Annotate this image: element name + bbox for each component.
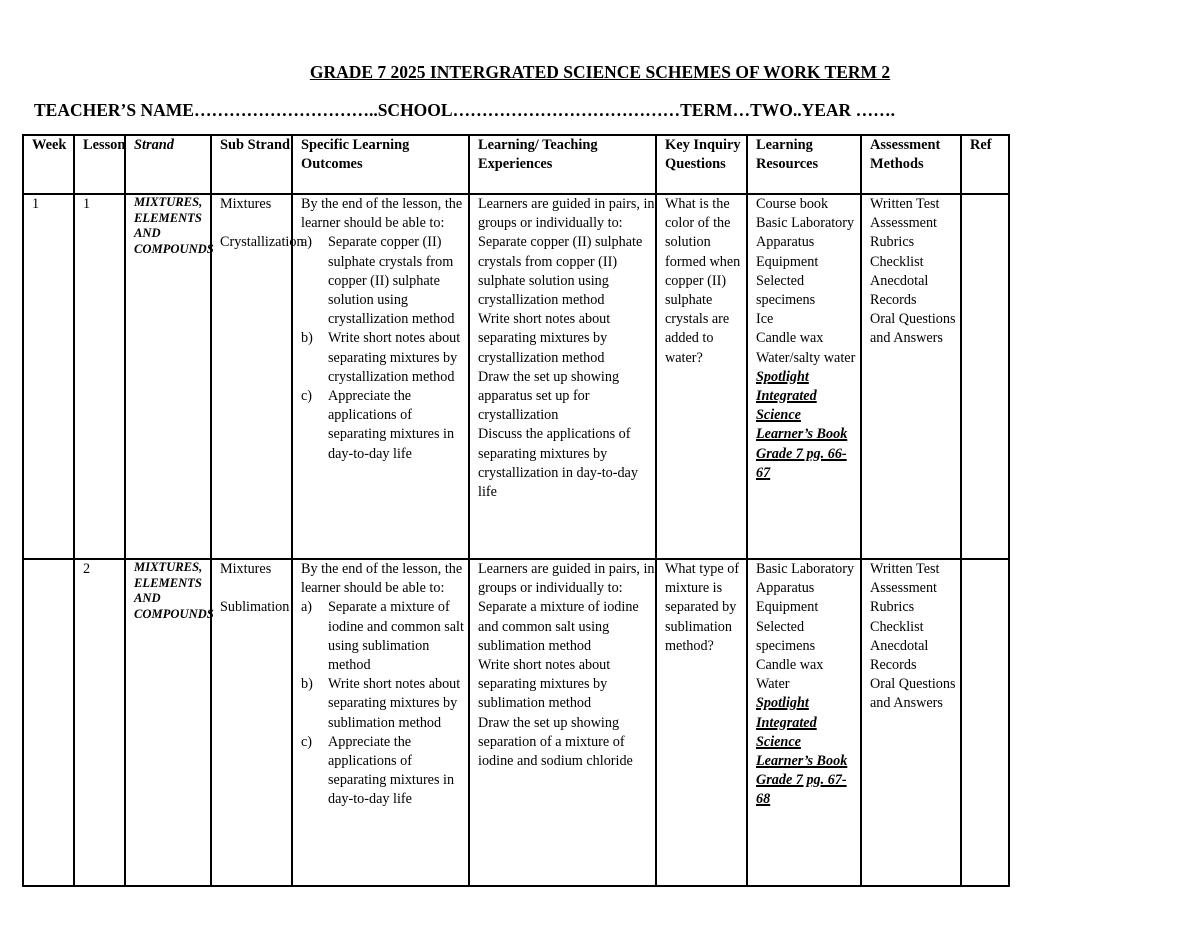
experience-line: Learners are guided in pairs, in groups or individually to:	[478, 196, 655, 232]
outcomes-list	[301, 233, 468, 463]
assessment-item: Assessment Rubrics	[870, 580, 937, 616]
ref-cell	[961, 559, 1009, 886]
outcome-text: Separate copper (II) sulphate crystals from copper (II) sulphate solution using crystallization method	[328, 234, 455, 328]
assessment-item: Anecdotal Records	[870, 637, 929, 674]
outcome-text: Appreciate the applications of separating mixtures in day-to-day life	[328, 733, 455, 808]
sub-strand-name: Mixtures	[220, 196, 272, 212]
header-strand	[125, 135, 211, 194]
lesson-cell: 1	[74, 194, 125, 559]
sub-strand-topic: Sublimation	[220, 599, 290, 616]
week-cell	[23, 559, 74, 886]
outcomes-intro: By the end of the lesson, the learner should be able to:	[301, 196, 463, 232]
resources-cell	[747, 559, 861, 886]
header-experiences: Learning/ Teaching Experiences	[469, 135, 656, 194]
assessment-cell	[861, 559, 961, 886]
outcome-text: Write short notes about separating mixtures by crystallization method	[328, 330, 461, 385]
table-header-row	[23, 135, 1009, 194]
strand-cell: MIXTURES, ELEMENTS AND COMPOUNDS	[125, 559, 211, 886]
outcome-text: Write short notes about separating mixtures by sublimation method	[328, 676, 461, 731]
experience-line: Write short notes about separating mixtures by sublimation method	[478, 657, 611, 712]
list-item	[301, 598, 468, 675]
outcomes-cell	[292, 559, 469, 886]
list-item	[301, 675, 468, 733]
assessment-item: Assessment Rubrics	[870, 215, 937, 251]
sub-strand-cell	[211, 559, 292, 886]
outcomes-cell	[292, 194, 469, 559]
experience-line: Discuss the applications of separating mixtures by crystallization in day-to-day life	[478, 426, 638, 501]
list-item	[301, 733, 468, 810]
resource-book-reference: Spotlight Integrated Science Learner’s Book Grade 7 pg. 67-68	[756, 695, 848, 808]
outcomes-intro: By the end of the lesson, the learner should be able to:	[301, 561, 463, 597]
strand-cell: MIXTURES, ELEMENTS AND COMPOUNDS	[125, 194, 211, 559]
header-lesson: Lesson	[74, 135, 125, 194]
list-marker: c)	[301, 733, 313, 750]
list-item	[301, 387, 468, 464]
ref-cell	[961, 194, 1009, 559]
resource-item: Candle wax	[756, 657, 824, 674]
list-marker: b)	[301, 676, 313, 693]
assessment-item: Checklist	[870, 618, 924, 635]
experience-line: Draw the set up showing separation of a mixture of iodine and sodium chloride	[478, 714, 633, 770]
resource-item: Selected specimens	[756, 272, 816, 309]
list-item	[301, 329, 468, 387]
list-marker: b)	[301, 330, 313, 347]
lesson-cell: 2	[74, 559, 125, 886]
header-ref: Ref	[961, 135, 1009, 194]
assessment-item: Checklist	[870, 253, 924, 270]
teacher-school-header: TEACHER’S NAME…………………………..SCHOOL…………………………………TERM…TWO..YEAR …….	[34, 100, 895, 120]
week-cell: 1	[23, 194, 74, 559]
list-marker: c)	[301, 388, 313, 405]
header-week: Week	[23, 135, 74, 194]
assessment-item: Oral Questions and Answers	[870, 311, 956, 347]
header-sub-strand: Sub Strand	[211, 135, 292, 194]
scheme-of-work-table	[22, 134, 1010, 887]
sub-strand-cell	[211, 194, 304, 559]
experiences-cell	[469, 194, 656, 559]
resource-item: Water	[756, 676, 790, 693]
resource-book-reference: Spotlight Integrated Science Learner’s Book Grade 7 pg. 66-67	[756, 368, 848, 481]
list-marker: a)	[301, 234, 313, 251]
resource-item: Selected specimens	[756, 618, 816, 654]
list-item	[301, 233, 468, 329]
experience-line: Write short notes about separating mixtures by crystallization method	[478, 311, 611, 366]
resources-cell	[747, 194, 861, 559]
header-assessment: Assessment Methods	[861, 135, 961, 194]
outcome-text: Separate a mixture of iodine and common salt using sublimation method	[328, 599, 464, 674]
table-row	[23, 559, 1009, 886]
assessment-item: Written Test	[870, 561, 940, 577]
sub-strand-name: Mixtures	[220, 561, 272, 577]
header-strand-text: Strand	[134, 137, 174, 153]
assessment-item: Oral Questions and Answers	[870, 676, 956, 712]
assessment-cell	[861, 194, 961, 559]
question-cell: What is the color of the solution formed when copper (II) sulphate crystals are added to water?	[656, 194, 747, 559]
document-title: GRADE 7 2025 INTERGRATED SCIENCE SCHEMES OF WORK TERM 2	[309, 62, 891, 82]
outcomes-list	[301, 598, 468, 809]
resource-item: Candle wax	[756, 330, 824, 347]
experience-line: Separate a mixture of iodine and common salt using sublimation method	[478, 599, 639, 654]
resource-item: Course book	[756, 196, 829, 212]
assessment-item: Written Test	[870, 196, 940, 212]
resource-item: Water/salty water	[756, 349, 856, 366]
assessment-item: Anecdotal Records	[870, 272, 929, 309]
experiences-cell	[469, 559, 656, 886]
resource-item: Basic Laboratory Apparatus Equipment	[756, 215, 855, 270]
experience-line: Learners are guided in pairs, in groups or individually to:	[478, 561, 655, 597]
sub-strand-topic: Crystallization	[220, 234, 304, 251]
resource-item: Basic Laboratory Apparatus Equipment	[756, 561, 855, 616]
table-row	[23, 194, 1009, 559]
question-cell: What type of mixture is separated by sublimation method?	[656, 559, 747, 886]
resource-item: Ice	[756, 311, 774, 328]
experience-line: Draw the set up showing apparatus set up for crystallization	[478, 368, 620, 424]
header-outcomes: Specific Learning Outcomes	[292, 135, 469, 194]
outcome-text: Appreciate the applications of separating mixtures in day-to-day life	[328, 388, 455, 462]
header-resources: Learning Resources	[747, 135, 861, 194]
list-marker: a)	[301, 599, 313, 616]
header-questions: Key Inquiry Questions	[656, 135, 747, 194]
experience-line: Separate copper (II) sulphate crystals from copper (II) sulphate solution using crystallization method	[478, 234, 643, 309]
